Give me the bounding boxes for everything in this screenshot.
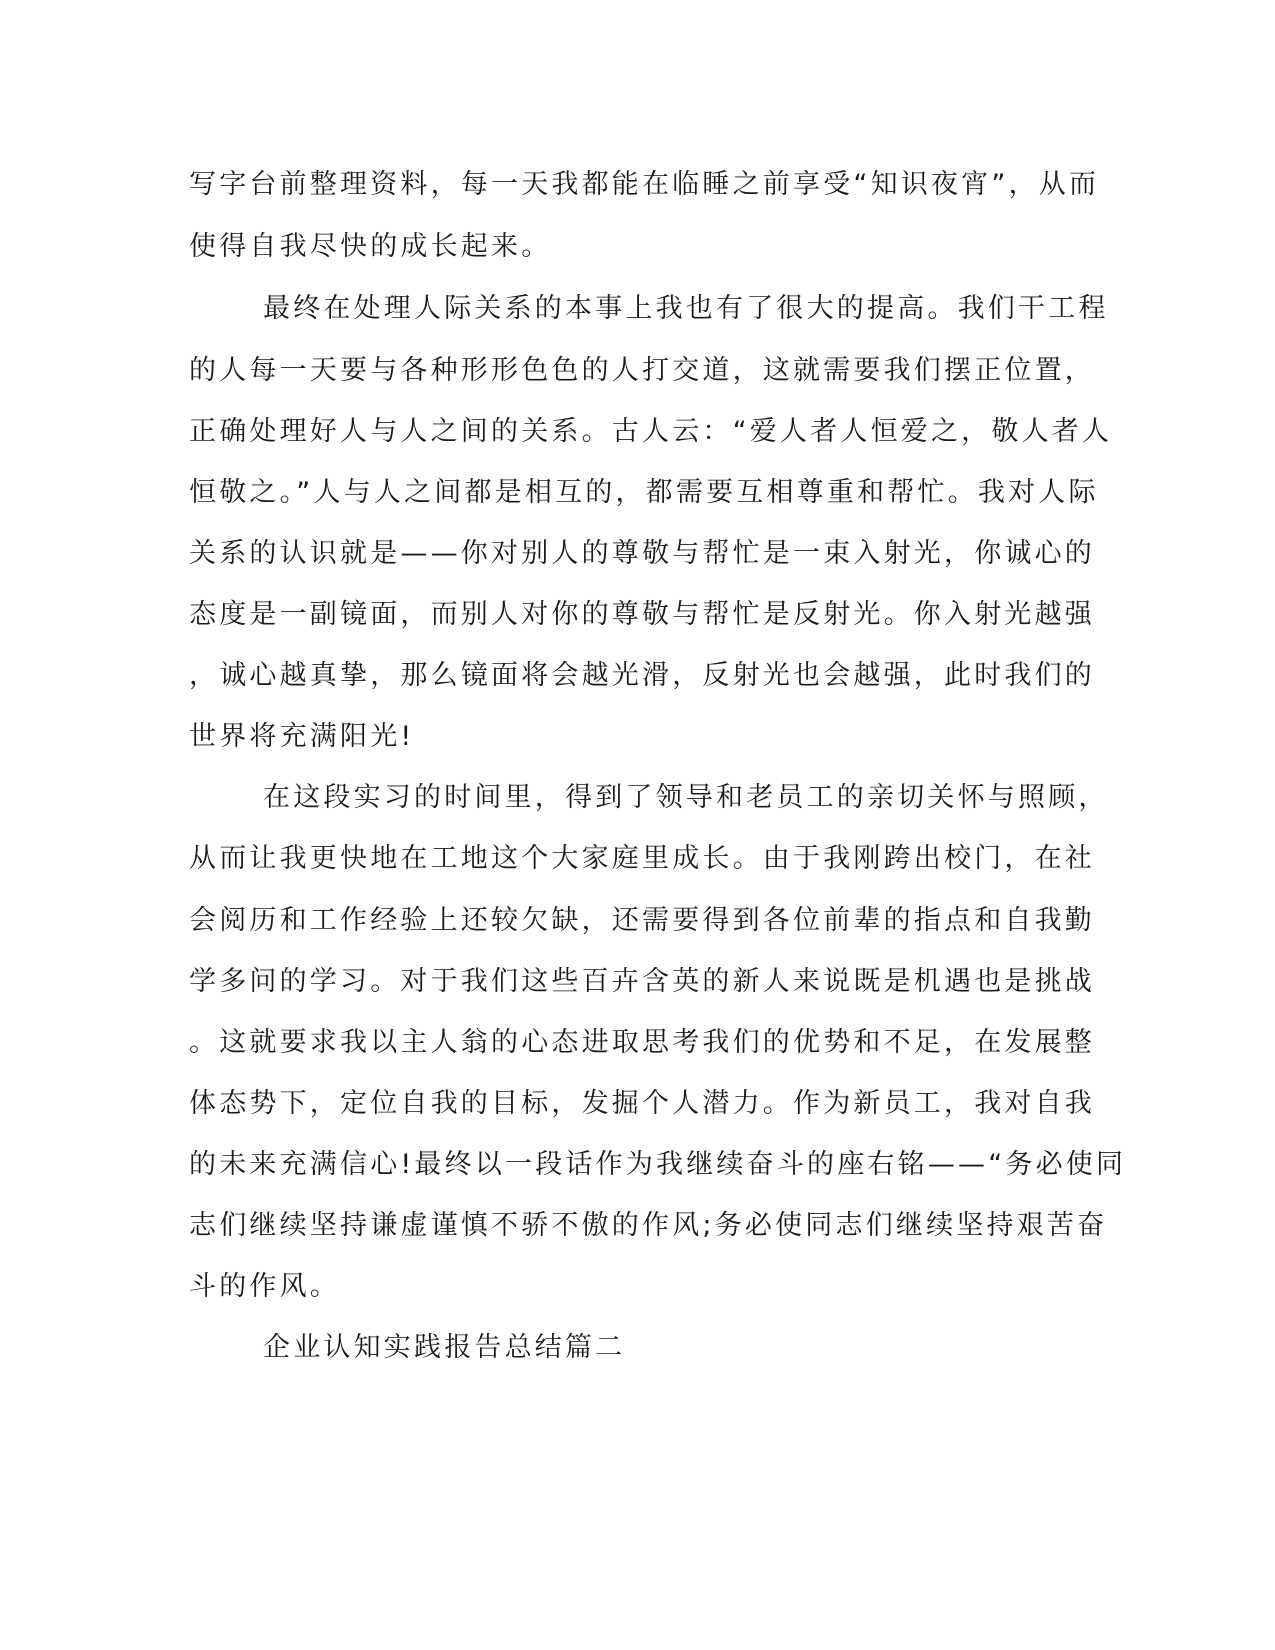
text-line: 写字台前整理资料，每一天我都能在临睡之前享受“知识夜宵”，从而 xyxy=(189,169,1100,200)
text-line: 的未来充满信心!最终以一段话作为我继续奋斗的座右铭——“务必使同 xyxy=(189,1149,1127,1180)
text-line: 使得自我尽快的成长起来。 xyxy=(189,231,552,262)
text-line: 学多问的学习。对于我们这些百卉含英的新人来说既是机遇也是挑战 xyxy=(189,966,1095,997)
section-heading: 企业认知实践报告总结篇二 xyxy=(263,1332,626,1363)
text-line: ，诚心越真挚，那么镜面将会越光滑，反射光也会越强，此时我们的 xyxy=(189,660,1095,691)
text-line: 世界将充满阳光! xyxy=(189,721,415,752)
text-line: 。这就要求我以主人翁的心态进取思考我们的优势和不足，在发展整 xyxy=(189,1027,1095,1058)
text-line: 正确处理好人与人之间的关系。古人云：“爱人者人恒爱之，敬人者人 xyxy=(189,416,1113,447)
text-line: 恒敬之。”人与人之间都是相互的，都需要互相尊重和帮忙。我对人际 xyxy=(189,477,1099,508)
text-line: 的人每一天要与各种形形色色的人打交道，这就需要我们摆正位置， xyxy=(189,355,1095,386)
text-line: 体态势下，定位自我的目标，发掘个人潜力。作为新员工，我对自我 xyxy=(189,1088,1095,1119)
text-line: 会阅历和工作经验上还较欠缺，还需要得到各位前辈的指点和自我勤 xyxy=(189,905,1095,936)
text-line: 关系的认识就是——你对别人的尊敬与帮忙是一束入射光，你诚心的 xyxy=(189,538,1095,569)
text-line: 态度是一副镜面，而别人对你的尊敬与帮忙是反射光。你入射光越强 xyxy=(189,599,1095,630)
paragraph-first-line: 在这段实习的时间里，得到了领导和老员工的亲切关怀与照顾， xyxy=(263,782,1109,813)
text-line: 从而让我更快地在工地这个大家庭里成长。由于我刚跨出校门，在社 xyxy=(189,843,1095,874)
text-line: 斗的作风。 xyxy=(189,1271,340,1302)
text-line: 志们继续坚持谦虚谨慎不骄不傲的作风;务必使同志们继续坚持艰苦奋 xyxy=(189,1210,1108,1241)
paragraph-first-line: 最终在处理人际关系的本事上我也有了很大的提高。我们干工程 xyxy=(263,293,1109,324)
